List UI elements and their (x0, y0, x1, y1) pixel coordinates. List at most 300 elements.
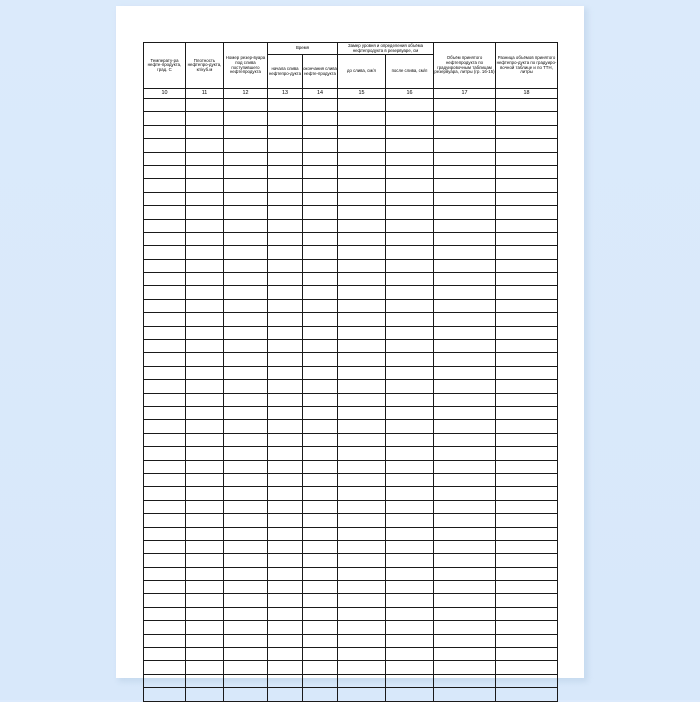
table-cell[interactable] (268, 219, 303, 232)
table-cell[interactable] (144, 500, 186, 513)
table-cell[interactable] (186, 326, 224, 339)
table-cell[interactable] (338, 433, 386, 446)
table-cell[interactable] (186, 594, 224, 607)
table-cell[interactable] (303, 259, 338, 272)
table-cell[interactable] (144, 634, 186, 647)
table-cell[interactable] (224, 473, 268, 486)
table-cell[interactable] (496, 567, 558, 580)
table-cell[interactable] (386, 688, 434, 701)
table-cell[interactable] (268, 340, 303, 353)
table-cell[interactable] (268, 648, 303, 661)
table-cell[interactable] (224, 366, 268, 379)
table-cell[interactable] (224, 460, 268, 473)
table-cell[interactable] (338, 353, 386, 366)
table-cell[interactable] (434, 594, 496, 607)
table-cell[interactable] (268, 527, 303, 540)
table-cell[interactable] (303, 406, 338, 419)
table-cell[interactable] (224, 219, 268, 232)
table-cell[interactable] (224, 540, 268, 553)
table-cell[interactable] (186, 581, 224, 594)
table-cell[interactable] (338, 500, 386, 513)
table-cell[interactable] (144, 326, 186, 339)
table-cell[interactable] (303, 540, 338, 553)
table-cell[interactable] (186, 406, 224, 419)
table-cell[interactable] (144, 353, 186, 366)
table-cell[interactable] (496, 139, 558, 152)
table-cell[interactable] (496, 112, 558, 125)
table-cell[interactable] (303, 473, 338, 486)
table-cell[interactable] (386, 581, 434, 594)
table-cell[interactable] (186, 607, 224, 620)
table-cell[interactable] (496, 540, 558, 553)
table-cell[interactable] (386, 406, 434, 419)
table-cell[interactable] (268, 353, 303, 366)
table-cell[interactable] (268, 607, 303, 620)
table-cell[interactable] (303, 688, 338, 701)
table-cell[interactable] (268, 634, 303, 647)
table-cell[interactable] (268, 326, 303, 339)
table-cell[interactable] (496, 340, 558, 353)
table-cell[interactable] (338, 259, 386, 272)
table-cell[interactable] (338, 366, 386, 379)
table-cell[interactable] (144, 473, 186, 486)
table-cell[interactable] (303, 286, 338, 299)
table-cell[interactable] (338, 340, 386, 353)
table-cell[interactable] (144, 420, 186, 433)
table-cell[interactable] (386, 232, 434, 245)
table-cell[interactable] (224, 192, 268, 205)
table-cell[interactable] (496, 581, 558, 594)
table-cell[interactable] (186, 219, 224, 232)
table-cell[interactable] (186, 165, 224, 178)
table-cell[interactable] (268, 192, 303, 205)
table-cell[interactable] (338, 206, 386, 219)
table-cell[interactable] (224, 313, 268, 326)
table-cell[interactable] (224, 554, 268, 567)
table-cell[interactable] (386, 607, 434, 620)
table-cell[interactable] (268, 246, 303, 259)
table-cell[interactable] (434, 581, 496, 594)
table-cell[interactable] (144, 152, 186, 165)
table-cell[interactable] (386, 259, 434, 272)
table-cell[interactable] (496, 125, 558, 138)
table-cell[interactable] (303, 514, 338, 527)
table-cell[interactable] (386, 393, 434, 406)
table-cell[interactable] (144, 447, 186, 460)
table-cell[interactable] (496, 634, 558, 647)
table-cell[interactable] (338, 152, 386, 165)
table-cell[interactable] (434, 648, 496, 661)
table-cell[interactable] (186, 433, 224, 446)
table-cell[interactable] (434, 366, 496, 379)
table-cell[interactable] (268, 112, 303, 125)
table-cell[interactable] (338, 567, 386, 580)
table-cell[interactable] (434, 179, 496, 192)
table-cell[interactable] (268, 540, 303, 553)
table-cell[interactable] (434, 232, 496, 245)
table-cell[interactable] (338, 581, 386, 594)
table-cell[interactable] (144, 460, 186, 473)
table-cell[interactable] (496, 527, 558, 540)
table-cell[interactable] (186, 246, 224, 259)
table-cell[interactable] (434, 661, 496, 674)
table-cell[interactable] (144, 380, 186, 393)
table-cell[interactable] (144, 340, 186, 353)
table-cell[interactable] (224, 621, 268, 634)
table-cell[interactable] (496, 648, 558, 661)
table-cell[interactable] (338, 139, 386, 152)
table-cell[interactable] (144, 674, 186, 687)
table-cell[interactable] (186, 179, 224, 192)
table-cell[interactable] (268, 688, 303, 701)
table-cell[interactable] (224, 648, 268, 661)
table-cell[interactable] (224, 514, 268, 527)
table-cell[interactable] (434, 447, 496, 460)
table-cell[interactable] (434, 406, 496, 419)
table-cell[interactable] (186, 273, 224, 286)
table-cell[interactable] (144, 514, 186, 527)
table-cell[interactable] (496, 406, 558, 419)
table-cell[interactable] (303, 206, 338, 219)
table-cell[interactable] (496, 514, 558, 527)
table-cell[interactable] (303, 527, 338, 540)
table-cell[interactable] (224, 299, 268, 312)
table-cell[interactable] (268, 433, 303, 446)
table-cell[interactable] (303, 366, 338, 379)
table-cell[interactable] (434, 340, 496, 353)
table-cell[interactable] (303, 246, 338, 259)
table-cell[interactable] (434, 433, 496, 446)
table-cell[interactable] (496, 420, 558, 433)
table-cell[interactable] (144, 273, 186, 286)
table-cell[interactable] (144, 688, 186, 701)
table-cell[interactable] (434, 567, 496, 580)
table-cell[interactable] (496, 661, 558, 674)
table-cell[interactable] (434, 540, 496, 553)
table-cell[interactable] (338, 246, 386, 259)
table-cell[interactable] (224, 273, 268, 286)
table-cell[interactable] (386, 326, 434, 339)
table-cell[interactable] (303, 125, 338, 138)
table-cell[interactable] (224, 661, 268, 674)
table-cell[interactable] (496, 554, 558, 567)
table-cell[interactable] (303, 567, 338, 580)
table-cell[interactable] (496, 594, 558, 607)
table-cell[interactable] (434, 299, 496, 312)
table-cell[interactable] (338, 473, 386, 486)
table-cell[interactable] (338, 540, 386, 553)
table-cell[interactable] (186, 393, 224, 406)
table-cell[interactable] (224, 112, 268, 125)
table-cell[interactable] (268, 447, 303, 460)
table-cell[interactable] (268, 581, 303, 594)
table-cell[interactable] (434, 219, 496, 232)
table-cell[interactable] (268, 366, 303, 379)
table-cell[interactable] (224, 406, 268, 419)
table-cell[interactable] (268, 299, 303, 312)
table-cell[interactable] (303, 340, 338, 353)
table-cell[interactable] (144, 393, 186, 406)
table-cell[interactable] (496, 273, 558, 286)
table-cell[interactable] (186, 634, 224, 647)
table-cell[interactable] (434, 393, 496, 406)
table-cell[interactable] (386, 674, 434, 687)
table-cell[interactable] (496, 259, 558, 272)
table-cell[interactable] (268, 406, 303, 419)
table-cell[interactable] (434, 152, 496, 165)
table-cell[interactable] (338, 380, 386, 393)
table-cell[interactable] (434, 500, 496, 513)
table-cell[interactable] (144, 219, 186, 232)
table-cell[interactable] (386, 219, 434, 232)
table-cell[interactable] (268, 259, 303, 272)
table-cell[interactable] (186, 206, 224, 219)
table-cell[interactable] (144, 206, 186, 219)
table-cell[interactable] (338, 273, 386, 286)
table-cell[interactable] (144, 621, 186, 634)
table-cell[interactable] (386, 340, 434, 353)
table-cell[interactable] (224, 674, 268, 687)
table-cell[interactable] (224, 353, 268, 366)
table-cell[interactable] (186, 460, 224, 473)
table-cell[interactable] (386, 353, 434, 366)
table-cell[interactable] (338, 460, 386, 473)
table-cell[interactable] (434, 99, 496, 112)
table-cell[interactable] (224, 500, 268, 513)
table-cell[interactable] (144, 139, 186, 152)
table-cell[interactable] (144, 648, 186, 661)
table-cell[interactable] (224, 688, 268, 701)
table-cell[interactable] (386, 380, 434, 393)
table-cell[interactable] (386, 648, 434, 661)
table-cell[interactable] (268, 420, 303, 433)
table-cell[interactable] (268, 139, 303, 152)
table-cell[interactable] (303, 621, 338, 634)
table-cell[interactable] (303, 139, 338, 152)
table-cell[interactable] (386, 514, 434, 527)
table-cell[interactable] (386, 527, 434, 540)
table-cell[interactable] (434, 165, 496, 178)
table-cell[interactable] (496, 286, 558, 299)
table-cell[interactable] (186, 313, 224, 326)
table-cell[interactable] (386, 420, 434, 433)
table-cell[interactable] (224, 433, 268, 446)
table-cell[interactable] (224, 380, 268, 393)
table-cell[interactable] (268, 473, 303, 486)
table-cell[interactable] (144, 433, 186, 446)
table-cell[interactable] (303, 380, 338, 393)
table-cell[interactable] (434, 313, 496, 326)
table-cell[interactable] (268, 661, 303, 674)
table-cell[interactable] (268, 179, 303, 192)
table-cell[interactable] (338, 607, 386, 620)
table-cell[interactable] (496, 99, 558, 112)
table-cell[interactable] (224, 581, 268, 594)
table-cell[interactable] (186, 99, 224, 112)
table-cell[interactable] (496, 326, 558, 339)
table-cell[interactable] (268, 313, 303, 326)
table-cell[interactable] (303, 112, 338, 125)
table-cell[interactable] (224, 393, 268, 406)
table-cell[interactable] (496, 313, 558, 326)
table-cell[interactable] (268, 594, 303, 607)
table-cell[interactable] (496, 393, 558, 406)
table-cell[interactable] (496, 473, 558, 486)
table-cell[interactable] (144, 112, 186, 125)
table-cell[interactable] (224, 340, 268, 353)
table-cell[interactable] (338, 219, 386, 232)
table-cell[interactable] (144, 286, 186, 299)
table-cell[interactable] (224, 607, 268, 620)
table-cell[interactable] (144, 487, 186, 500)
table-cell[interactable] (186, 648, 224, 661)
table-cell[interactable] (386, 192, 434, 205)
table-cell[interactable] (144, 527, 186, 540)
table-cell[interactable] (386, 139, 434, 152)
table-cell[interactable] (338, 661, 386, 674)
table-cell[interactable] (303, 353, 338, 366)
table-cell[interactable] (434, 326, 496, 339)
table-cell[interactable] (434, 286, 496, 299)
table-cell[interactable] (386, 621, 434, 634)
table-cell[interactable] (303, 594, 338, 607)
table-cell[interactable] (338, 594, 386, 607)
table-cell[interactable] (338, 554, 386, 567)
table-cell[interactable] (434, 688, 496, 701)
table-cell[interactable] (144, 259, 186, 272)
table-cell[interactable] (224, 179, 268, 192)
table-cell[interactable] (268, 273, 303, 286)
table-cell[interactable] (434, 473, 496, 486)
table-cell[interactable] (144, 581, 186, 594)
table-cell[interactable] (496, 447, 558, 460)
table-cell[interactable] (496, 433, 558, 446)
table-cell[interactable] (434, 460, 496, 473)
table-cell[interactable] (186, 420, 224, 433)
table-cell[interactable] (338, 192, 386, 205)
table-cell[interactable] (144, 554, 186, 567)
table-cell[interactable] (434, 420, 496, 433)
table-cell[interactable] (144, 125, 186, 138)
table-cell[interactable] (338, 634, 386, 647)
table-cell[interactable] (186, 125, 224, 138)
table-cell[interactable] (496, 500, 558, 513)
table-cell[interactable] (268, 393, 303, 406)
table-cell[interactable] (496, 380, 558, 393)
table-cell[interactable] (303, 192, 338, 205)
table-cell[interactable] (496, 607, 558, 620)
table-cell[interactable] (386, 179, 434, 192)
table-cell[interactable] (144, 179, 186, 192)
table-cell[interactable] (303, 326, 338, 339)
table-cell[interactable] (386, 567, 434, 580)
table-cell[interactable] (434, 139, 496, 152)
table-cell[interactable] (496, 353, 558, 366)
table-cell[interactable] (496, 299, 558, 312)
table-cell[interactable] (186, 514, 224, 527)
table-cell[interactable] (186, 380, 224, 393)
table-cell[interactable] (386, 299, 434, 312)
table-cell[interactable] (496, 621, 558, 634)
table-cell[interactable] (144, 192, 186, 205)
table-cell[interactable] (303, 420, 338, 433)
table-cell[interactable] (386, 634, 434, 647)
table-cell[interactable] (268, 500, 303, 513)
table-cell[interactable] (224, 232, 268, 245)
table-cell[interactable] (224, 152, 268, 165)
table-cell[interactable] (338, 286, 386, 299)
table-cell[interactable] (268, 165, 303, 178)
table-cell[interactable] (434, 634, 496, 647)
table-cell[interactable] (434, 527, 496, 540)
table-cell[interactable] (268, 286, 303, 299)
table-cell[interactable] (386, 366, 434, 379)
table-cell[interactable] (144, 607, 186, 620)
table-cell[interactable] (434, 607, 496, 620)
table-cell[interactable] (496, 487, 558, 500)
table-cell[interactable] (434, 246, 496, 259)
table-cell[interactable] (303, 179, 338, 192)
table-cell[interactable] (144, 540, 186, 553)
table-cell[interactable] (303, 273, 338, 286)
table-cell[interactable] (224, 99, 268, 112)
table-cell[interactable] (338, 179, 386, 192)
table-cell[interactable] (338, 232, 386, 245)
table-cell[interactable] (338, 99, 386, 112)
table-cell[interactable] (186, 139, 224, 152)
table-cell[interactable] (224, 139, 268, 152)
table-cell[interactable] (386, 313, 434, 326)
table-cell[interactable] (224, 259, 268, 272)
table-cell[interactable] (186, 621, 224, 634)
table-cell[interactable] (338, 420, 386, 433)
table-cell[interactable] (268, 674, 303, 687)
table-cell[interactable] (386, 594, 434, 607)
table-cell[interactable] (303, 648, 338, 661)
table-cell[interactable] (186, 152, 224, 165)
table-cell[interactable] (224, 206, 268, 219)
table-cell[interactable] (268, 125, 303, 138)
table-cell[interactable] (224, 487, 268, 500)
table-cell[interactable] (303, 299, 338, 312)
table-cell[interactable] (224, 246, 268, 259)
table-cell[interactable] (386, 661, 434, 674)
table-cell[interactable] (186, 661, 224, 674)
table-cell[interactable] (496, 179, 558, 192)
table-cell[interactable] (338, 648, 386, 661)
table-cell[interactable] (434, 554, 496, 567)
table-cell[interactable] (303, 661, 338, 674)
table-cell[interactable] (434, 487, 496, 500)
table-cell[interactable] (338, 487, 386, 500)
table-cell[interactable] (303, 152, 338, 165)
table-cell[interactable] (338, 299, 386, 312)
table-cell[interactable] (338, 326, 386, 339)
table-cell[interactable] (303, 219, 338, 232)
table-cell[interactable] (386, 554, 434, 567)
table-cell[interactable] (144, 232, 186, 245)
table-cell[interactable] (186, 366, 224, 379)
table-cell[interactable] (434, 621, 496, 634)
table-cell[interactable] (186, 554, 224, 567)
table-cell[interactable] (338, 527, 386, 540)
table-cell[interactable] (338, 125, 386, 138)
table-cell[interactable] (268, 567, 303, 580)
table-cell[interactable] (338, 406, 386, 419)
table-cell[interactable] (224, 527, 268, 540)
table-cell[interactable] (496, 674, 558, 687)
table-cell[interactable] (386, 152, 434, 165)
